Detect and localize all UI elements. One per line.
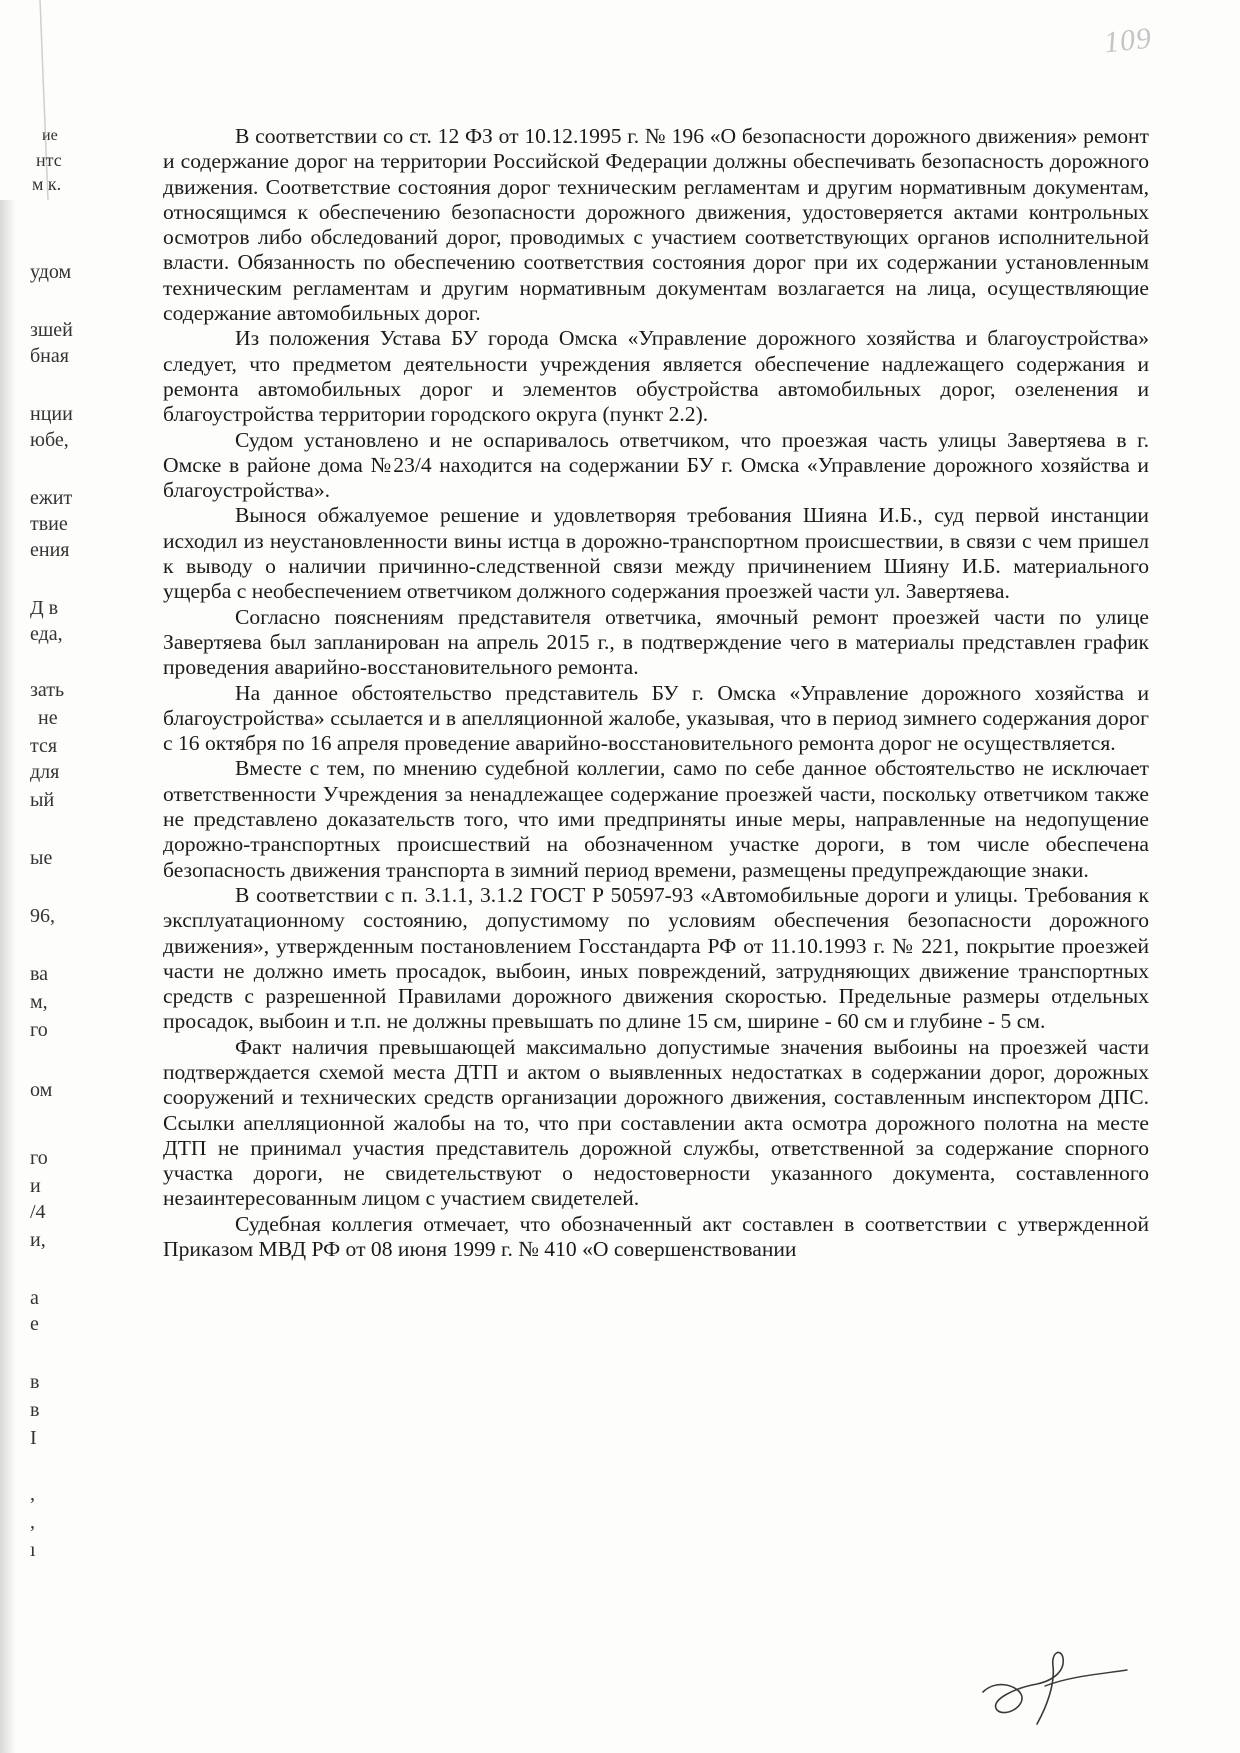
- document-body: [163, 124, 1149, 1262]
- paragraph: Из положения Устава БУ города Омска «Управление дорожного хозяйства и благоустройства» следует, что предметом деятельности учреждения является обеспечение надлежащего содержания и ремонта автомобильных дорог и элементов обустройства автомобильных дорог, озеленения и благоустройства территории городского округа (пункт 2.2).: [163, 326, 1149, 427]
- margin-fragment: и: [30, 1175, 41, 1197]
- edge-shadow: [0, 0, 16, 1753]
- paragraph: В соответствии со ст. 12 ФЗ от 10.12.1995 г. № 196 «О безопасности дорожного движения» ремонт и содержание дорог на территории Российской Федерации должны обеспечивать безопасность дорожного движения. Соответствие состояния дорог техническим регламентам и другим нормативным документам, относящимся к обеспечению безопасности дорожного движения, удостоверяется актами контрольных осмотров либо обследований дорог, проводимых с участием соответствующих органов исполнительной власти. Обязанность по обеспечению соответствия состояния дорог при их содержании установленным техническим регламентам и другим нормативным документам возлагается на лица, осуществляющие содержание автомобильных дорог.: [163, 124, 1149, 326]
- paragraph: Вместе с тем, по мнению судебной коллегии, само по себе данное обстоятельство не исключает ответственности Учреждения за ненадлежащее содержание проезжей части, поскольку ответчиком также не представлено доказательств того, что ими предприняты иные меры, направленные на недопущение дорожно-транспортных происшествий на обозначенном участке дороги, в том числе обеспечена безопасность движения транспорта в зимний период времени, размещены предупреждающие знаки.: [163, 756, 1149, 882]
- margin-fragment: ,: [30, 1483, 35, 1505]
- margin-fragment: а: [30, 1287, 39, 1309]
- margin-fragment: ый: [30, 789, 55, 811]
- margin-fragment: нции: [30, 403, 73, 425]
- handwritten-signature: [975, 1640, 1135, 1730]
- margin-fragment: для: [30, 761, 60, 783]
- margin-fragment: зать: [30, 679, 65, 701]
- margin-fragment: I: [30, 1427, 37, 1449]
- margin-fragment: ения: [30, 539, 70, 561]
- paragraph: На данное обстоятельство представитель БУ г. Омска «Управление дорожного хозяйства и благоустройства» ссылается и в апелляционной жалобе, указывая, что в период зимнего содержания дорог с 16 октября по 16 апреля проведение аварийно-восстановительного ремонта дорог не осуществляется.: [163, 680, 1149, 756]
- torn-corner-overlay: [0, 0, 110, 200]
- margin-fragment: ,: [30, 1511, 35, 1533]
- margin-fragment: 96,: [30, 905, 55, 927]
- margin-fragment: Д в: [30, 597, 59, 619]
- margin-fragment: твие: [30, 513, 68, 535]
- margin-fragment: нтс: [36, 150, 62, 170]
- margin-fragment: не: [38, 707, 58, 729]
- margin-fragment: го: [30, 1019, 48, 1041]
- margin-fragment: тся: [30, 735, 58, 757]
- paragraph: В соответствии с п. 3.1.1, 3.1.2 ГОСТ Р 50597-93 «Автомобильные дороги и улицы. Требования к эксплуатационному состоянию, допустимому по условиям обеспечения безопасности дорожного движения», утвержденным постановлением Госстандарта РФ от 11.10.1993 г. № 221, покрытие проезжей части не должно иметь просадок, выбоин, иных повреждений, затрудняющих движение транспортных средств с разрешенной Правилами дорожного движения скоростью. Предельные размеры отдельных просадок, выбоин и т.п. не должны превышать по длине 15 см, ширине - 60 см и глубине - 5 см.: [163, 882, 1149, 1034]
- paragraph: Судом установлено и не оспаривалось ответчиком, что проезжая часть улицы Завертяева в г. Омске в районе дома №23/4 находится на содержании БУ г. Омска «Управление дорожного хозяйства и благоустройства».: [163, 427, 1149, 503]
- paragraph: Согласно пояснениям представителя ответчика, ямочный ремонт проезжей части по улице Завертяева был запланирован на апрель 2015 г., в подтверждение чего в материалы представлен график проведения аварийно-восстановительного ремонта.: [163, 604, 1149, 680]
- margin-fragment: ı: [30, 1539, 36, 1561]
- margin-fragment: ом: [30, 1079, 53, 1101]
- margin-fragment: ие: [42, 127, 58, 144]
- margin-fragment: еда,: [30, 623, 63, 645]
- paragraph: Судебная коллегия отмечает, что обозначенный акт составлен в соответствии с утвержденной Приказом МВД РФ от 08 июня 1999 г. № 410 «О совершенствовании: [163, 1211, 1149, 1262]
- margin-fragment: зшей: [30, 319, 73, 341]
- margin-fragment: удом: [30, 261, 72, 283]
- margin-fragment: ые: [30, 847, 53, 869]
- margin-fragment: в: [30, 1399, 40, 1421]
- scanned-left-edge: [0, 0, 110, 1600]
- margin-fragment: м к.: [32, 174, 62, 194]
- margin-fragment: в: [30, 1371, 40, 1393]
- paragraph: Вынося обжалуемое решение и удовлетворяя требования Шияна И.Б., суд первой инстанции исходил из неустановленности вины истца в дорожно-транспортном происшествии, в связи с чем пришел к выводу о наличии причинно-следственной связи между причинением Шияну И.Б. материального ущерба с необеспечением ответчиком должного содержания проезжей части ул. Завертяева.: [163, 503, 1149, 604]
- margin-fragment: бная: [30, 345, 69, 367]
- margin-fragment: ва: [30, 963, 49, 985]
- margin-fragment: е: [30, 1313, 39, 1335]
- handwritten-page-number: 109: [1102, 21, 1154, 60]
- margin-fragment: юбе,: [30, 429, 69, 451]
- margin-fragment: м,: [30, 991, 48, 1013]
- margin-fragment: ежит: [30, 487, 73, 509]
- margin-fragment: /4: [30, 1201, 46, 1223]
- margin-fragment: и,: [30, 1229, 46, 1251]
- paragraph: Факт наличия превышающей максимально допустимые значения выбоины на проезжей части подтверждается схемой места ДТП и актом о выявленных недостатках в содержании дорог, дорожных сооружений и технических средств организации дорожного движения, составленным инспектором ДПС. Ссылки апелляционной жалобы на то, что при составлении акта осмотра дорожного полотна на месте ДТП не принимал участия представитель дорожной службы, ответственной за содержание спорного участка дороги, не свидетельствуют о недостоверности указанного документа, составленного незаинтересованным лицом с участием свидетелей.: [163, 1034, 1149, 1211]
- margin-fragment: го: [30, 1147, 48, 1169]
